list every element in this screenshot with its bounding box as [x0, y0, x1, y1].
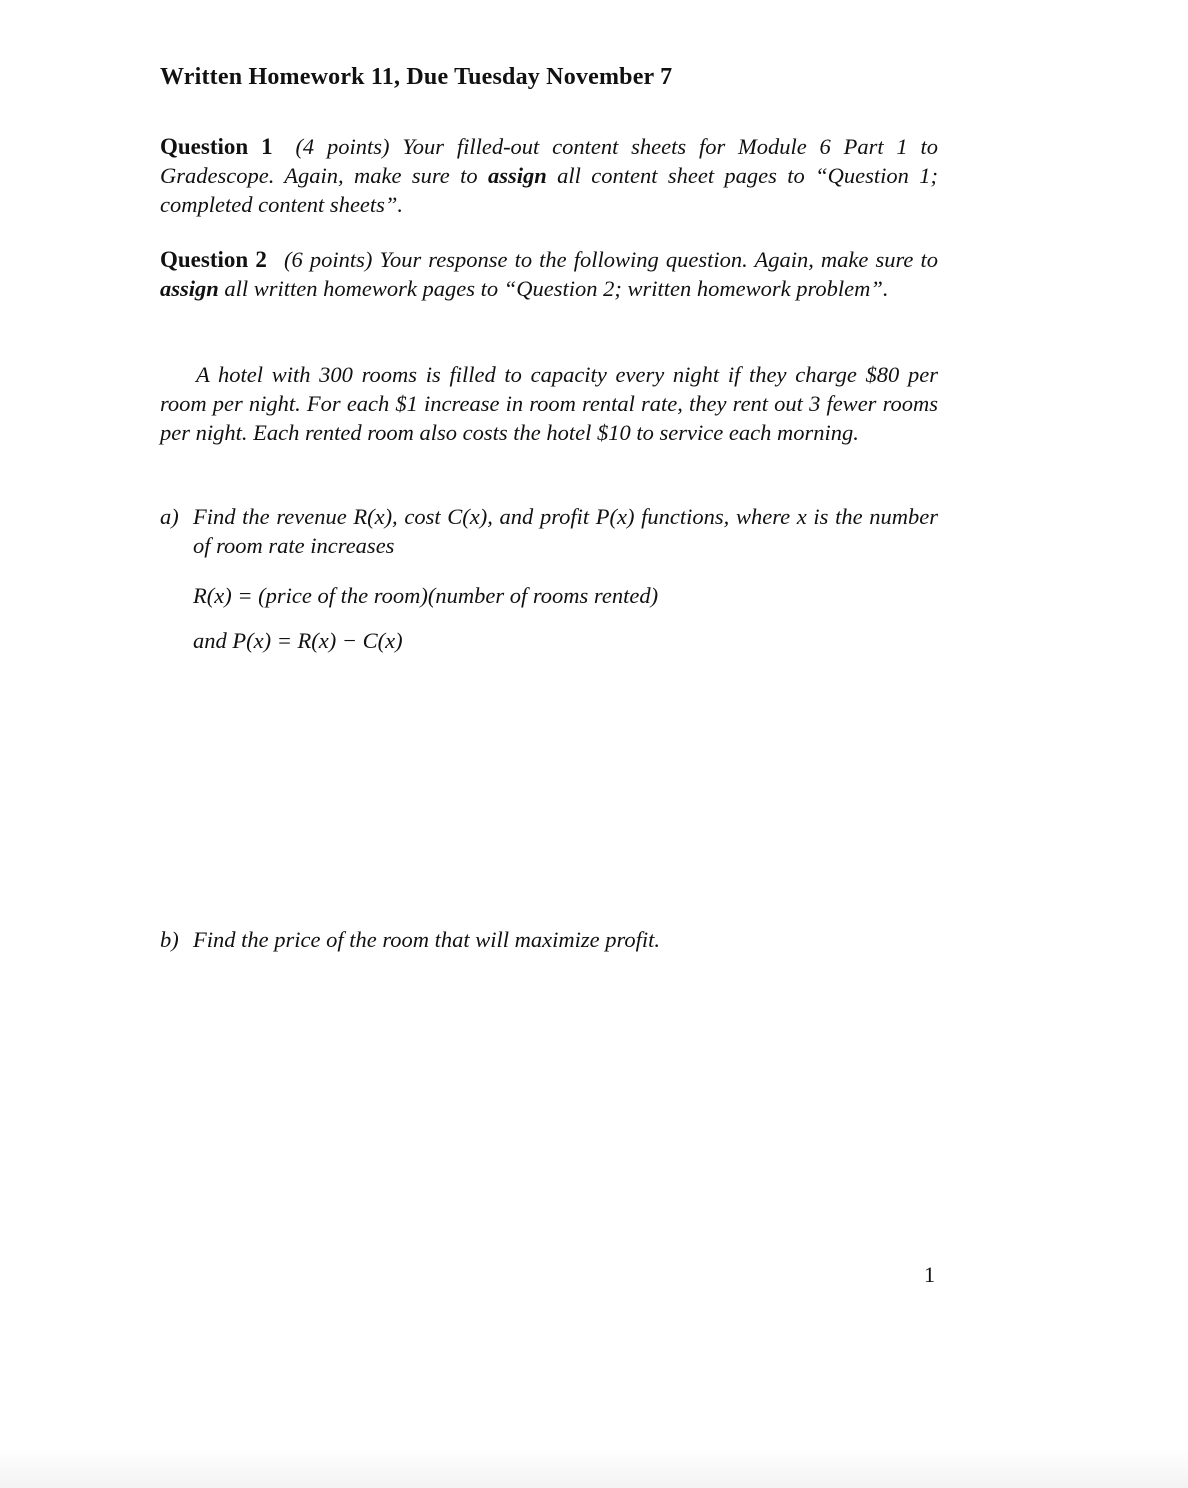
question-2 [160, 245, 938, 303]
part-a-marker: a) [160, 504, 179, 529]
question-1-points: (4 points) [295, 134, 390, 159]
part-a-text: Find the revenue R(x), cost C(x), and profit P(x) functions, where x is the number of room rate increases [193, 504, 938, 558]
question-2-text-before: Your response to the following question. Again, make sure to [379, 247, 939, 272]
profit-equation: and P(x) = R(x) − C(x) [193, 628, 403, 653]
page-title: Written Homework 11, Due Tuesday November 7 [160, 64, 673, 90]
revenue-equation: R(x) = (price of the room)(number of rooms rented) [193, 583, 659, 608]
question-1-text-before: Your filled-out content sheets for Module 6 Part 1 to Gradescope. Again, make sure to [160, 134, 938, 188]
part-a [160, 502, 938, 560]
part-b-marker: b) [160, 927, 179, 952]
part-b [160, 925, 938, 954]
question-2-label: Question 2 [160, 247, 267, 272]
question-1 [160, 132, 938, 219]
question-1-keyword: assign [488, 163, 547, 188]
problem-statement: A hotel with 300 rooms is filled to capacity every night if they charge $80 per room per night. For each $1 increase in room rental rate, they rent out 3 fewer rooms per night. Each rented room also costs the hotel $10 to service each morning. [160, 362, 938, 445]
question-2-points: (6 points) [284, 247, 373, 272]
question-2-keyword: assign [160, 276, 219, 301]
question-1-label: Question 1 [160, 134, 273, 159]
part-b-text: Find the price of the room that will maximize profit. [193, 927, 661, 952]
page-number: 1 [924, 1262, 935, 1287]
question-1-text-after: all content sheet pages to “Question 1; completed content sheets”. [160, 163, 938, 217]
bottom-shade [0, 1448, 1188, 1488]
question-2-text-after: all written homework pages to “Question 2; written homework problem”. [224, 276, 889, 301]
